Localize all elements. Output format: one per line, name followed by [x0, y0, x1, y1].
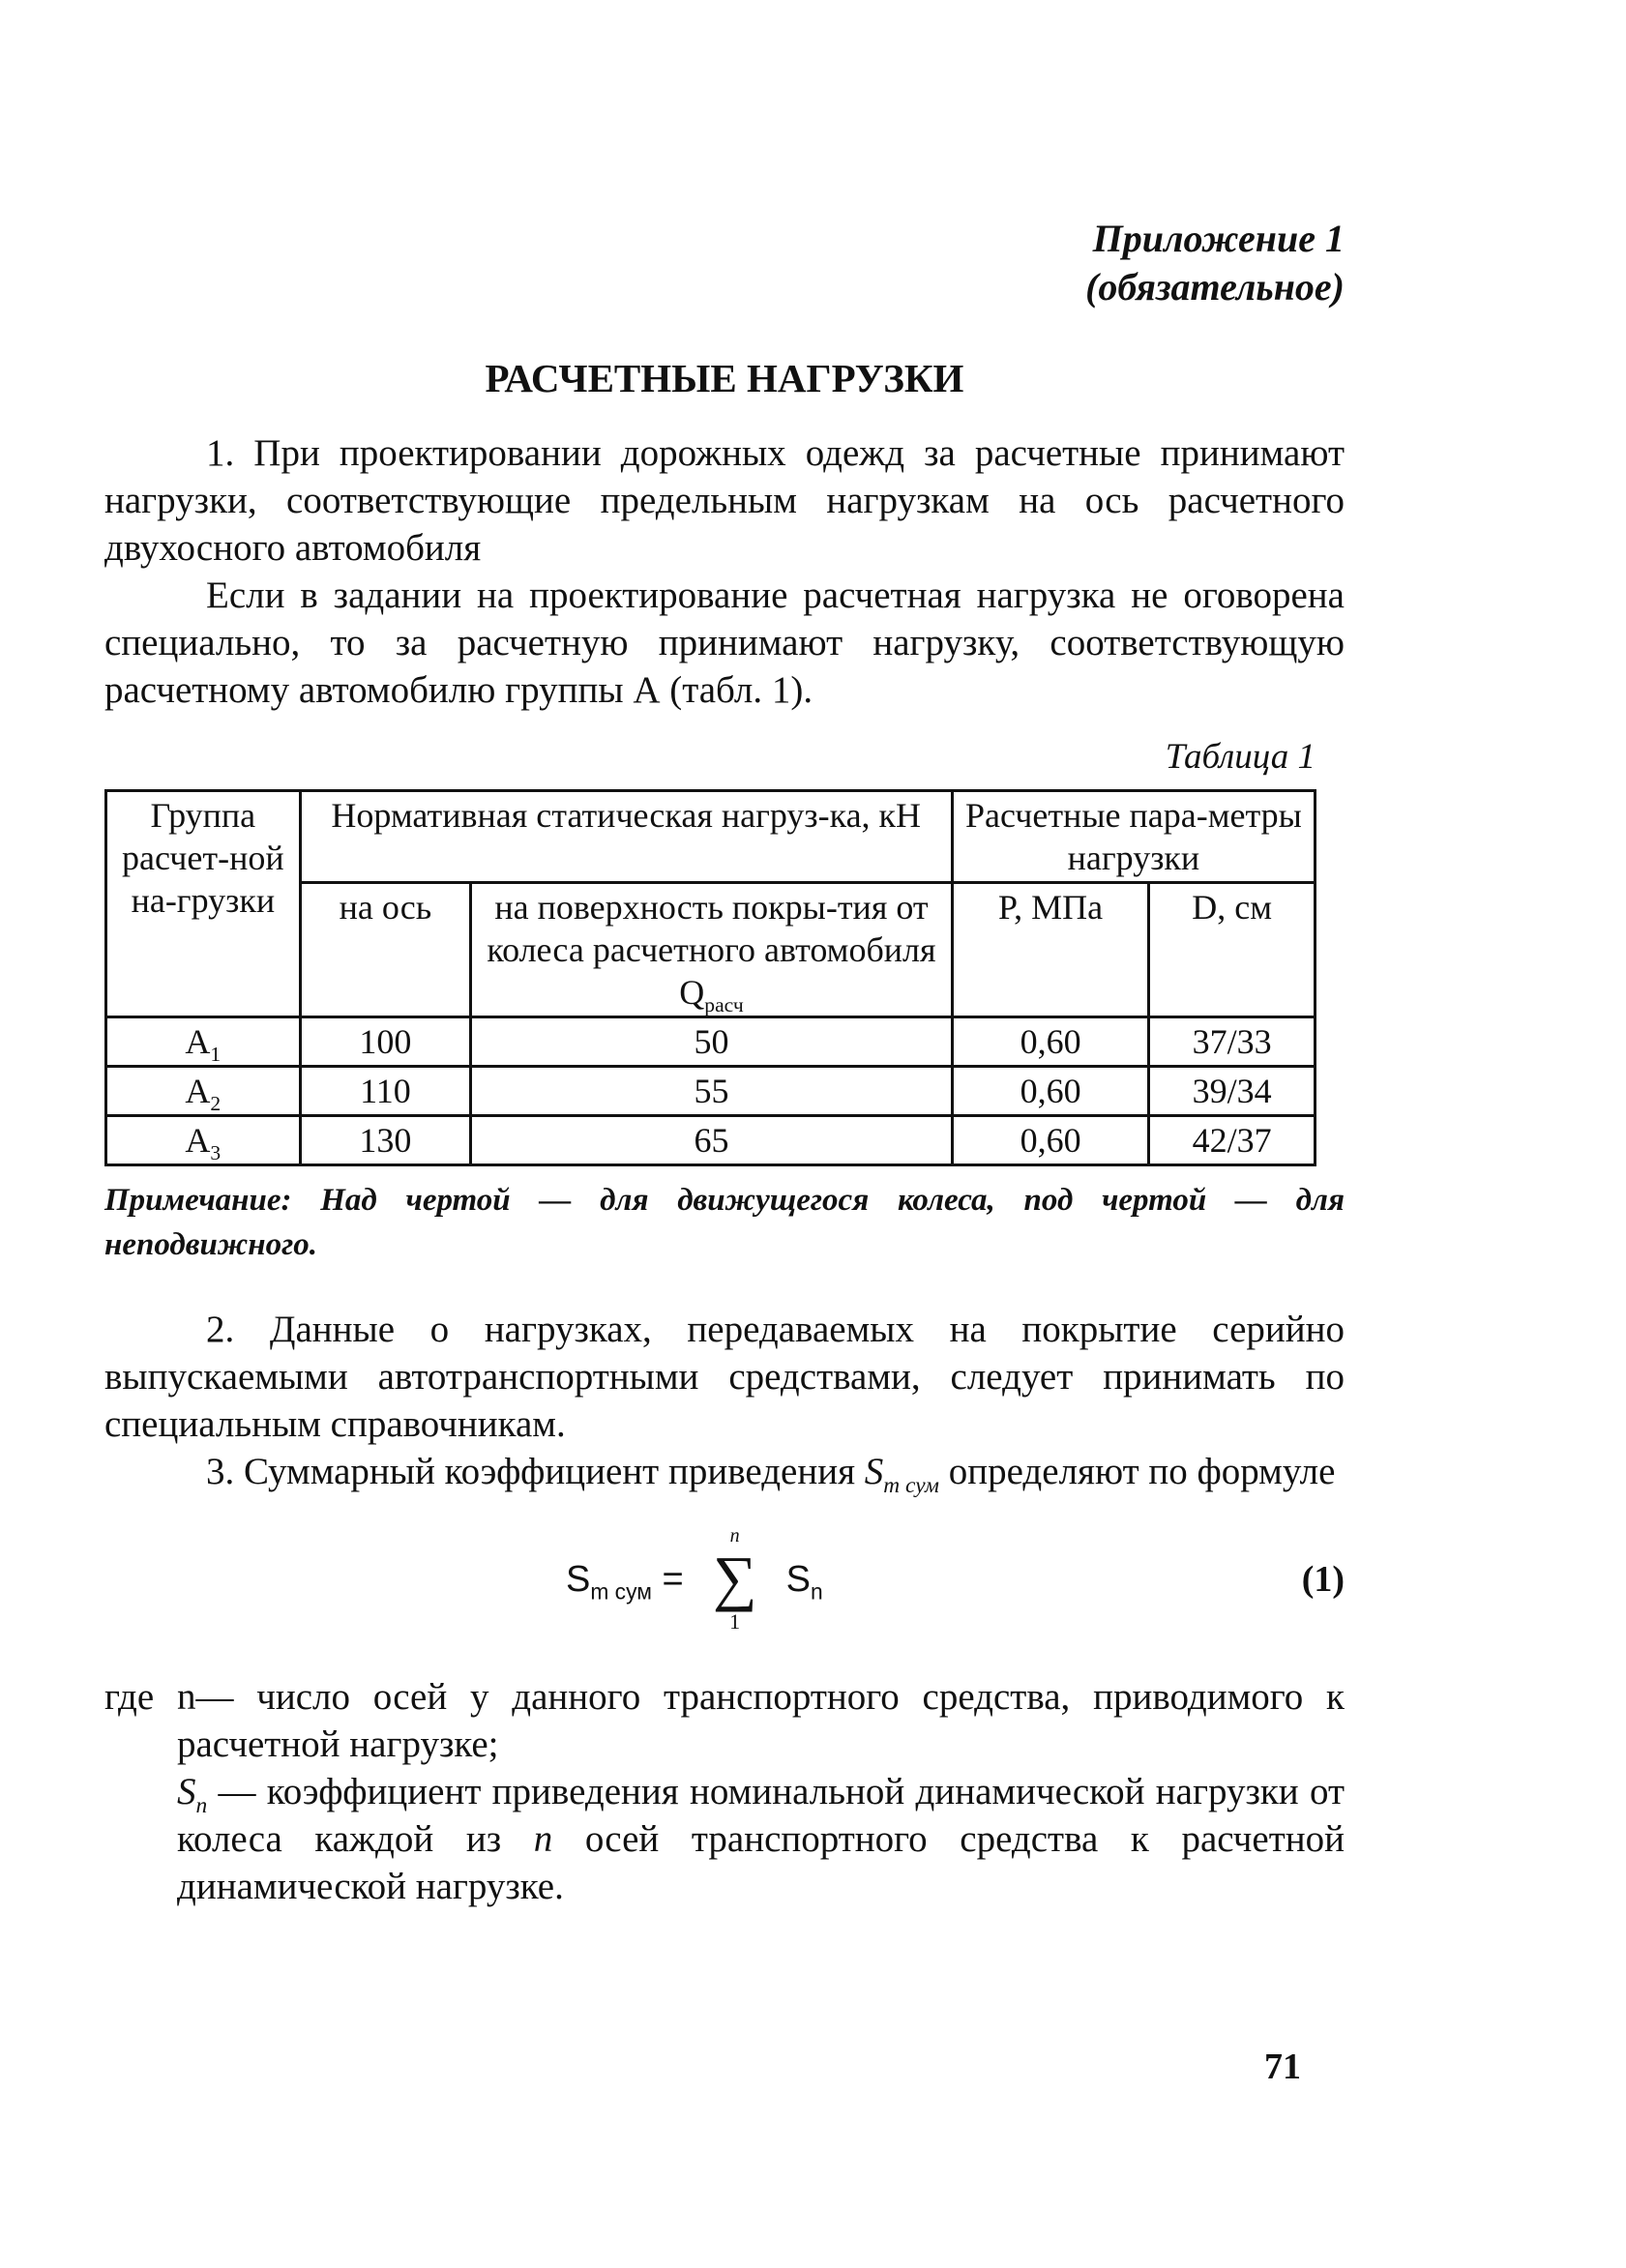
table-row: $A_2$ 110 55 0,60 39/34: [106, 1067, 1316, 1116]
loads-table: [104, 789, 1316, 1166]
formula-number: (1): [1301, 1559, 1345, 1600]
table-row: $A_3$ 130 65 0,60 42/37: [106, 1116, 1316, 1165]
header-params: Расчетные пара-метры нагрузки: [952, 791, 1315, 883]
table-row: $A_1$ 100 50 0,60 37/33: [106, 1017, 1316, 1067]
table-caption: Таблица 1: [1165, 737, 1316, 777]
formula-rhs: $S_n$: [785, 1558, 823, 1605]
sigma-symbol: n ∑ 1: [712, 1525, 757, 1634]
paragraph-1b: Если в задании на проектирование расчетная нагрузка не оговорена специально, то за расчетную принимают нагрузку, соответствующую расчетному автомобилю группы А (табл. 1).: [104, 574, 1345, 711]
paragraph-3: 3. Суммарный коэффициент приведения $S_{m сум}$ определяют по формуле: [206, 1451, 1336, 1498]
header-p: P, МПа: [952, 883, 1148, 1017]
header-axle: на ось: [300, 883, 471, 1017]
header-group: Группа расчет-ной на-грузки: [106, 791, 301, 1017]
header-surface: на поверхность покры-тия от колеса расчетного автомобиля $Q_{расч}$: [471, 883, 953, 1017]
appendix-status: (обязательное): [1085, 265, 1345, 309]
header-d: D, см: [1149, 883, 1316, 1017]
page-number: 71: [1264, 2047, 1301, 2087]
definition-sn: $S_n$ — коэффициент приведения номинальной динамической нагрузки от колеса каждой из n осей транспортного средства к расчетной динамической нагрузке.: [177, 1771, 1345, 1907]
appendix-label: Приложение 1: [1092, 217, 1345, 260]
definition-n: где n— число осей у данного транспортного средства, приводимого к расчетной нагрузке;: [104, 1676, 1345, 1765]
paragraph-1: 1. При проектировании дорожных одежд за расчетные принимают нагрузки, соответствующие предельным нагрузкам на ось расчетного двухосного автомобиля: [104, 432, 1345, 569]
page-content: [104, 215, 1345, 2088]
header-static-load: Нормативная статическая нагруз-ка, кН: [300, 791, 952, 883]
formula-lhs: $S_{m сум}$ =: [566, 1558, 684, 1605]
formula: [104, 1524, 1345, 1635]
paragraph-2: 2. Данные о нагрузках, передаваемых на покрытие серийно выпускаемыми автотранспортными средствами, следует принимать по специальным справочникам.: [104, 1309, 1345, 1445]
page-title: РАСЧЕТНЫЕ НАГРУЗКИ: [485, 356, 964, 400]
table-note: Примечание: Над чертой — для движущегося колеса, под чертой — для неподвижного.: [104, 1183, 1345, 1262]
